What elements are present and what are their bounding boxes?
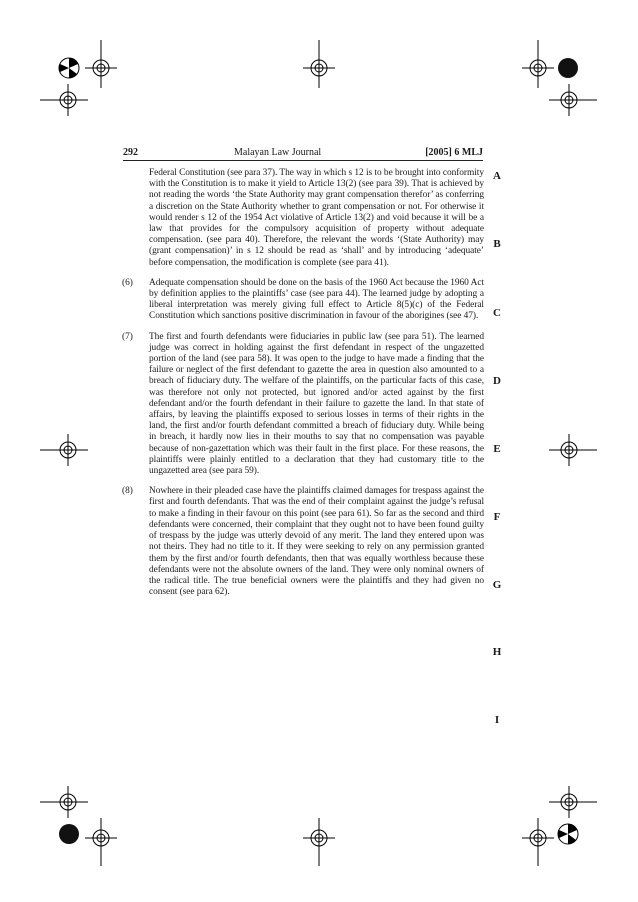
paragraph-number: (8) bbox=[122, 486, 133, 497]
page-number: 292 bbox=[123, 147, 138, 158]
registration-mark-icon bbox=[549, 434, 597, 466]
margin-letter-b: B bbox=[493, 238, 501, 250]
registration-mark-icon bbox=[522, 818, 554, 866]
margin-letter-h: H bbox=[492, 646, 502, 658]
body-text bbox=[122, 168, 484, 607]
registration-mark-icon bbox=[549, 84, 597, 116]
registration-mark-icon bbox=[522, 40, 554, 88]
margin-letter-i: I bbox=[494, 714, 500, 726]
margin-letter-f: F bbox=[493, 511, 501, 523]
margin-letter-d: D bbox=[493, 375, 501, 387]
journal-title: Malayan Law Journal bbox=[234, 147, 322, 158]
paragraph-7 bbox=[122, 332, 484, 478]
citation: [2005] 6 MLJ bbox=[425, 147, 483, 158]
paragraph-8 bbox=[122, 486, 484, 598]
registration-mark-icon bbox=[303, 40, 335, 88]
registration-mark-icon bbox=[85, 40, 117, 88]
paragraph-text: Federal Constitution (see para 37). The way in which s 12 is to be brought into conformity with the Constitution is to make it yield to Article 13(2) (see para 39). That is achieved by not reading the words ‘the State Authority may grant compensation therefor’ as conferring a discretion on the State Authority whether to grant compensation or not. For otherwise it would render s 12 of the 1954 Act violative of Article 13(2) and void because it will be a law that provides for the compulsory acquisition of property without adequate compensation. (see para 40). Therefore, the relevant the words ‘(State Authority) may (grant compensation)’ in s 12 should be read as ‘shall’ and by introducing ‘adequate’ before compensation, the modification is complete (see para 41). bbox=[149, 168, 484, 268]
registration-mark-icon bbox=[40, 786, 88, 818]
paragraph-number: (7) bbox=[122, 331, 133, 342]
registration-mark-icon bbox=[549, 786, 597, 818]
paragraph-text: Adequate compensation should be done on the basis of the 1960 Act because the 1960 Act by definition applies to the plaintiffs’ case (see para 44). The learned judge by adopting a liberal interpretation was merely giving full effect to Article 8(5)(c) of the Federal Constitution which sanctions positive discrimination in favour of the aborigines (see 47). bbox=[149, 277, 484, 322]
paragraph-text: Nowhere in their pleaded case have the plaintiffs claimed damages for trespass against the first and fourth defendants. That was the end of their complaint against the judge’s refusal to make a finding in their favour on this point (see para 61). So far as the second and third defendants were concerned, their complaint that they ought not to have been found guilty of trespass by the judge was utterly devoid of any merit. The land they entered upon was not theirs. They had no title to it. If they were seeking to rely on any permission granted them by the first and/or fourth defendants, then that was equally worthless because these defendants were not the absolute owners of the land. They were only nominal owners of the radical title. The true beneficial owners were the plaintiffs and they had given no consent (see para 62). bbox=[149, 486, 484, 598]
registration-mark-icon bbox=[40, 434, 88, 466]
color-wheel-icon bbox=[58, 57, 80, 79]
paragraph-6 bbox=[122, 278, 484, 323]
registration-mark-icon bbox=[85, 818, 117, 866]
registration-mark-icon bbox=[40, 84, 88, 116]
registration-mark-icon bbox=[303, 818, 335, 866]
paragraph-text: The first and fourth defendants were fiduciaries in public law (see para 51). The learned judge was correct in holding against the first defendant in respect of the ungazetted portion of the land (see para 58). It was open to the judge to have made a finding that the failure or neglect of the first defendant to gazette the area in question also amounted to a breach of fiduciary duty. The welfare of the plaintiffs, on the particular facts of this case, was therefore not only not protected, but ignored and/or acted against by the first defendant and/or the fourth defendant in their failure to gazette the land. In that state of affairs, by leaving the plaintiffs exposed to serious losses in terms of their rights in the land, the first and/or fourth defendant committed a breach of fiduciary duty. While being in breach, it hardly now lies in their mouths to say that no compensation was payable because of non-gazettation which was their fault in the first place. For these reasons, the plaintiffs were plainly entitled to a declaration that they had customary title to the ungazetted area (see para 59). bbox=[149, 331, 484, 477]
header-rule bbox=[123, 160, 483, 161]
color-wheel-icon bbox=[557, 823, 579, 845]
black-dot-icon bbox=[557, 57, 579, 79]
margin-letter-e: E bbox=[493, 443, 501, 455]
margin-letter-c: C bbox=[493, 307, 501, 319]
margin-letter-a: A bbox=[493, 170, 501, 182]
paragraph-number: (6) bbox=[122, 277, 133, 288]
margin-letter-g: G bbox=[492, 579, 502, 591]
paragraph-continuation bbox=[122, 168, 484, 269]
black-dot-icon bbox=[58, 823, 80, 845]
